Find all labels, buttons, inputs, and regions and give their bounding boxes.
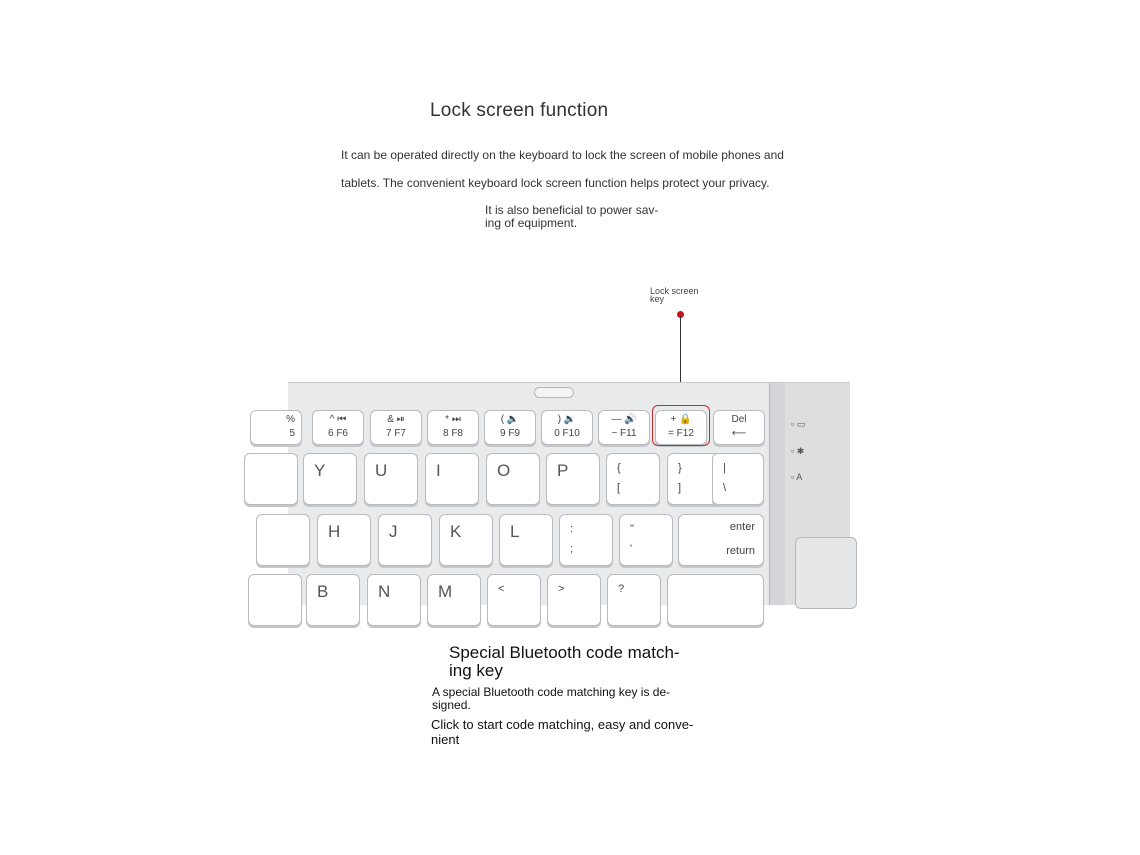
bluetooth-desc2-line1: Click to start code matching, easy and conve-: [431, 717, 694, 732]
key-del-upper: Del: [731, 414, 747, 425]
bluetooth-icon: ✱: [796, 446, 805, 456]
bluetooth-key-title: [449, 644, 680, 680]
bluetooth-desc1-line2: signed.: [432, 698, 471, 712]
bluetooth-description-1: [432, 686, 670, 712]
key-open-bracket: [606, 453, 660, 505]
lock-screen-key-callout: [650, 287, 699, 303]
key-question-label: ?: [618, 583, 625, 595]
key-f6-lower: 6 F6: [327, 428, 348, 439]
key-m-label: M: [438, 582, 453, 601]
bluetooth-title-line2: ing key: [449, 661, 503, 680]
key-8-f8: [427, 410, 479, 445]
bluetooth-indicator-icon: ▫ ✱: [791, 446, 805, 456]
key-6-f6: [312, 410, 364, 445]
key-t-partial: [244, 453, 298, 505]
key-j: [378, 514, 432, 566]
key-double-quote-label: ": [630, 523, 634, 535]
key-5: [250, 410, 302, 445]
key-period: [547, 574, 601, 626]
lock-screen-description-line1: It can be operated directly on the keyboard to lock the screen of mobile phones and: [341, 148, 784, 162]
key-m: [427, 574, 481, 626]
key-minus-f11: [598, 410, 650, 445]
key-o: [486, 453, 540, 505]
key-n: [367, 574, 421, 626]
key-bracket-close-label: ]: [678, 482, 682, 494]
power-saving-text-b: ing of equipment.: [485, 216, 578, 230]
key-l-label: L: [510, 522, 520, 541]
key-g-partial: [256, 514, 310, 566]
key-u-label: U: [375, 461, 388, 480]
key-f12-upper: + 🔒: [670, 414, 692, 425]
lock-key-highlight: [652, 405, 710, 446]
key-f12-lower: = F12: [668, 428, 694, 439]
key-backslash: [712, 453, 764, 505]
callout-text-line1: Lock screen: [650, 286, 699, 296]
key-j-label: J: [389, 522, 398, 541]
key-enter: [678, 514, 764, 566]
key-f7-upper: & ⏯: [387, 414, 405, 425]
key-b-label: B: [317, 582, 329, 601]
key-o-label: O: [497, 461, 511, 480]
key-l: [499, 514, 553, 566]
key-return-label: return: [726, 545, 755, 557]
key-backslash-label: \: [723, 482, 727, 494]
bluetooth-description-2: [431, 717, 693, 747]
key-y: [303, 453, 357, 505]
key-comma: [487, 574, 541, 626]
bluetooth-desc1-line1: A special Bluetooth code matching key is de-: [432, 685, 671, 699]
key-b: [306, 574, 360, 626]
key-f8-lower: 8 F8: [442, 428, 463, 439]
key-f8-upper: * ⏭: [445, 414, 461, 425]
key-del-lower: ⟵: [731, 428, 747, 439]
key-semicolon: [559, 514, 613, 566]
key-f11-upper: — 🔊: [611, 414, 637, 425]
key-0-f10: [541, 410, 593, 445]
key-brace-close-label: }: [678, 462, 682, 474]
caps-icon: A: [796, 472, 803, 482]
key-h-label: H: [328, 522, 341, 541]
key-k-label: K: [450, 522, 462, 541]
key-y-label: Y: [314, 461, 326, 480]
key-f11-lower: − F11: [611, 428, 637, 439]
key-quote: [619, 514, 673, 566]
key-f7-lower: 7 F7: [385, 428, 406, 439]
key-p: [546, 453, 600, 505]
keyboard-photo: [288, 382, 850, 605]
caps-indicator-icon: ▫ A: [791, 472, 803, 482]
key-brace-open-label: {: [617, 462, 621, 474]
key-single-quote-label: ': [630, 543, 633, 555]
key-semicolon-label: ;: [570, 543, 574, 555]
lock-screen-title: Lock screen function: [430, 100, 609, 121]
key-slash: [607, 574, 661, 626]
touchpad: [795, 537, 857, 609]
key-f9-lower: 9 F9: [499, 428, 520, 439]
key-f6-upper: ^ ⏮: [329, 414, 347, 425]
key-bracket-open-label: [: [617, 482, 621, 494]
key-enter-label: enter: [729, 521, 755, 533]
bluetooth-title-line1: Special Bluetooth code match-: [449, 643, 680, 662]
key-u: [364, 453, 418, 505]
lock-screen-description-line3: [485, 204, 658, 230]
battery-icon: ▭: [796, 419, 806, 429]
key-5-lower: 5: [289, 428, 295, 439]
key-right-shift: [667, 574, 764, 626]
power-saving-text-a: It is also beneficial to power sav-: [485, 203, 659, 217]
key-f10-lower: 0 F10: [554, 428, 580, 439]
key-k: [439, 514, 493, 566]
key-p-label: P: [557, 461, 569, 480]
key-v-partial: [248, 574, 302, 626]
key-f10-upper: ) 🔉: [557, 414, 577, 425]
lock-screen-description-line2: tablets. The convenient keyboard lock screen function helps protect your privacy.: [341, 176, 770, 190]
key-h: [317, 514, 371, 566]
key-i-label: I: [436, 461, 441, 480]
key-5-upper: %: [286, 414, 295, 425]
key-9-f9: [484, 410, 536, 445]
key-colon-label: :: [570, 523, 574, 535]
battery-indicator-icon: ▫ ▭: [791, 419, 806, 429]
key-greater-than-label: >: [558, 583, 565, 595]
key-pipe-label: |: [723, 462, 726, 474]
key-7-f7: [370, 410, 422, 445]
keyboard-slot: [534, 387, 574, 398]
key-n-label: N: [378, 582, 391, 601]
callout-text-line2: key: [650, 294, 665, 304]
key-i: [425, 453, 479, 505]
key-delete: [713, 410, 765, 445]
bluetooth-desc2-line2: nient: [431, 732, 460, 747]
key-f9-upper: ( 🔈: [500, 414, 520, 425]
key-less-than-label: <: [498, 583, 505, 595]
